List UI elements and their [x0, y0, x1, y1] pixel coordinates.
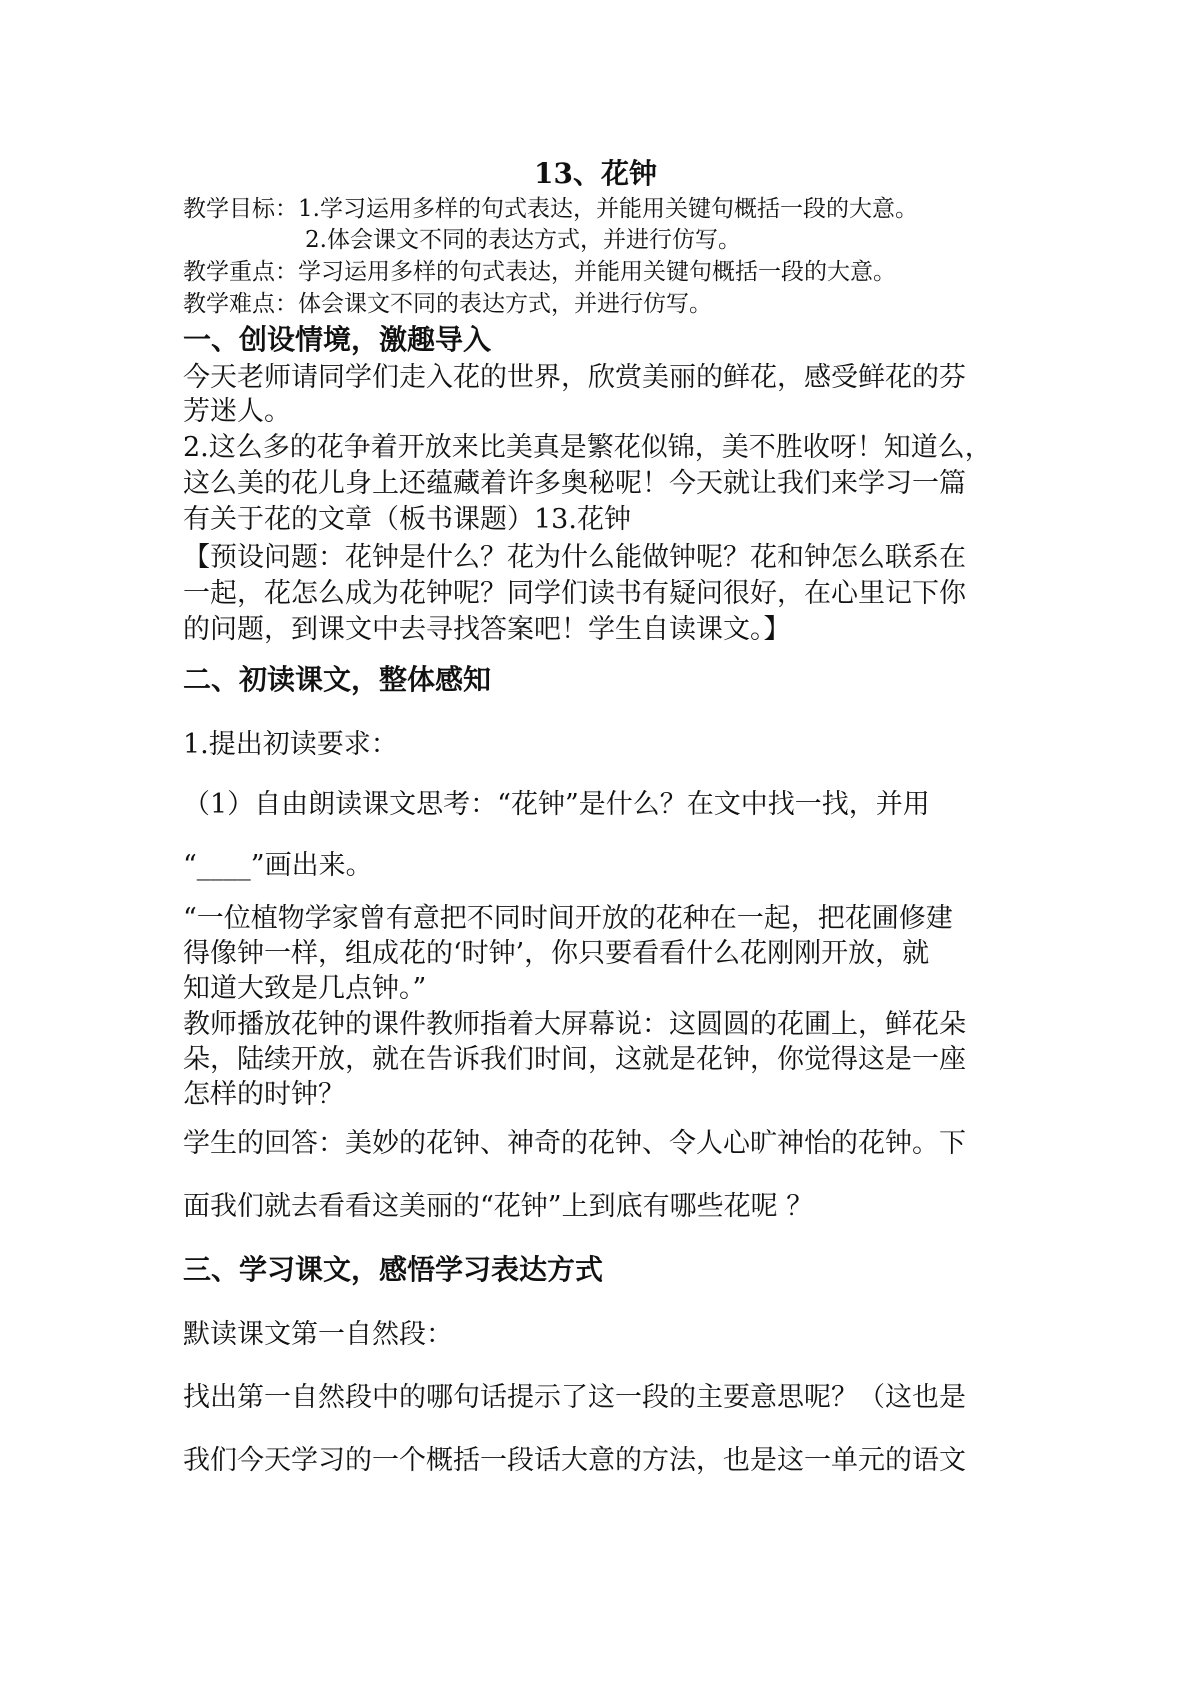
section-2-line: 1.提出初读要求： — [183, 729, 398, 760]
section-3-heading: 三、学习课文，感悟学习表达方式 — [183, 1253, 604, 1286]
section-2-line: “____”画出来。 — [183, 850, 373, 881]
section-2-line: 教师播放花钟的课件教师指着大屏幕说：这圆圆的花圃上，鲜花朵 — [183, 1009, 966, 1040]
section-1-line: 芳迷人。 — [183, 396, 291, 427]
section-3-line: 找出第一自然段中的哪句话提示了这一段的主要意思呢？（这也是 — [183, 1382, 966, 1413]
section-1-line: 一起，花怎么成为花钟呢？同学们读书有疑问很好，在心里记下你 — [183, 578, 966, 609]
difficulty-line: 教学难点：体会课文不同的表达方式，并进行仿写。 — [183, 291, 712, 317]
objective-line-1: 教学目标：1.学习运用多样的句式表达，并能用关键句概括一段的大意。 — [183, 196, 918, 222]
section-1-line: 这么美的花儿身上还蕴藏着许多奥秘呢！今天就让我们来学习一篇 — [183, 468, 966, 499]
section-2-line: 面我们就去看看这美丽的“花钟”上到底有哪些花呢 ？ — [183, 1191, 814, 1222]
section-2-line: “一位植物学家曾有意把不同时间开放的花种在一起，把花圃修建 — [183, 903, 953, 934]
key-point-line: 教学重点：学习运用多样的句式表达，并能用关键句概括一段的大意。 — [183, 259, 896, 285]
section-2-line: 学生的回答：美妙的花钟、神奇的花钟、令人心旷神怡的花钟。下 — [183, 1128, 966, 1159]
section-2-heading: 二、初读课文，整体感知 — [183, 663, 492, 696]
section-1-line: 有关于花的文章（板书课题）13.花钟 — [183, 504, 631, 535]
section-1-line: 今天老师请同学们走入花的世界，欣赏美丽的鲜花，感受鲜花的芬 — [183, 362, 966, 393]
section-2-line: 得像钟一样，组成花的‘时钟’，你只要看看什么花刚刚开放，就 — [183, 938, 930, 969]
section-1-line: 的问题，到课文中去寻找答案吧！学生自读课文。】 — [183, 614, 791, 645]
section-3-line: 默读课文第一自然段： — [183, 1319, 453, 1350]
section-2-line: （1）自由朗读课文思考：“花钟”是什么？在文中找一找，并用 — [183, 789, 930, 820]
document-title: 13、花钟 — [534, 157, 657, 190]
section-2-line: 怎样的时钟？ — [183, 1079, 345, 1110]
section-2-line: 知道大致是几点钟。” — [183, 973, 427, 1004]
section-3-line: 我们今天学习的一个概括一段话大意的方法，也是这一单元的语文 — [183, 1445, 966, 1476]
objective-line-2: 2.体会课文不同的表达方式，并进行仿写。 — [305, 227, 741, 253]
section-2-line: 朵，陆续开放，就在告诉我们时间，这就是花钟，你觉得这是一座 — [183, 1044, 966, 1075]
section-1-heading: 一、创设情境，激趣导入 — [183, 323, 492, 356]
section-1-line: 2.这么多的花争着开放来比美真是繁花似锦，美不胜收呀！知道么， — [183, 432, 992, 463]
section-1-line: 【预设问题：花钟是什么？花为什么能做钟呢？花和钟怎么联系在 — [183, 542, 966, 573]
